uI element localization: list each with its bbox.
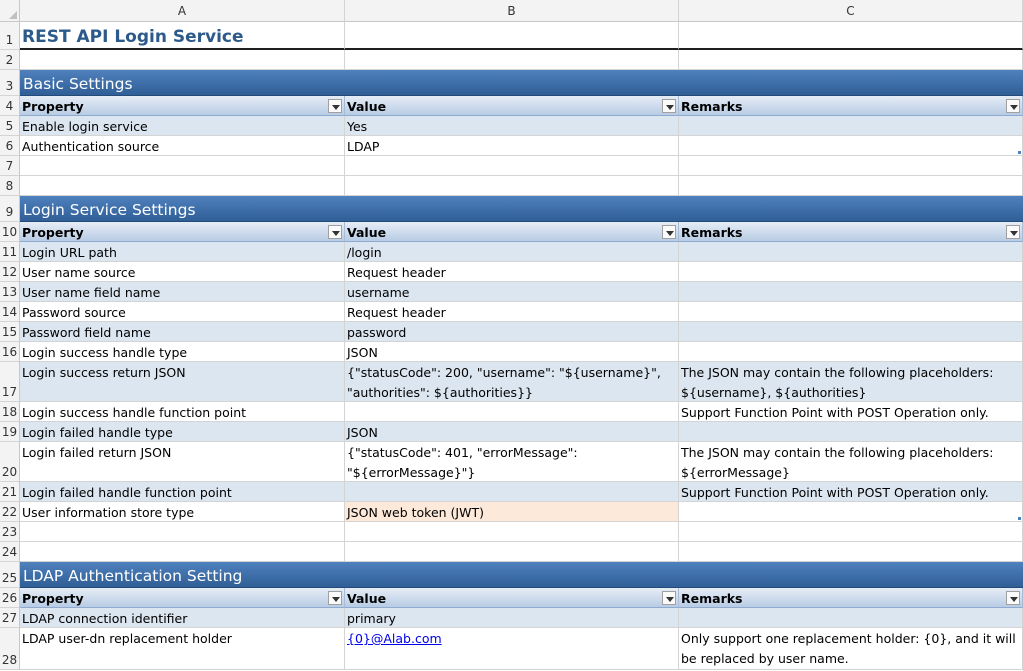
row-number[interactable]: 1 — [0, 22, 20, 50]
row-number[interactable]: 27 — [0, 608, 20, 628]
remarks-cell[interactable] — [679, 502, 1023, 522]
section-title: Login Service Settings — [20, 196, 1023, 222]
row-number[interactable]: 7 — [0, 156, 20, 176]
property-cell[interactable]: Login failed handle function point — [20, 482, 345, 502]
value-cell[interactable]: password — [345, 322, 679, 342]
filter-dropdown-icon[interactable] — [1006, 99, 1020, 113]
row-number[interactable]: 25 — [0, 562, 20, 588]
value-cell[interactable]: JSON — [345, 342, 679, 362]
empty-cell[interactable] — [345, 50, 679, 70]
row-24 — [0, 542, 1023, 562]
row-number[interactable]: 2 — [0, 50, 20, 70]
row-21 — [0, 482, 1023, 502]
row-4 — [0, 96, 1023, 116]
remarks-cell[interactable]: Support Function Point with POST Operation only. — [679, 402, 1023, 422]
remarks-cell[interactable] — [679, 422, 1023, 442]
row-15 — [0, 322, 1023, 342]
header-label: Value — [347, 99, 387, 114]
cell-c[interactable] — [679, 22, 1023, 50]
section-title: LDAP Authentication Setting — [20, 562, 1023, 588]
row-number[interactable]: 13 — [0, 282, 20, 302]
row-7 — [0, 156, 1023, 176]
remarks-cell[interactable] — [679, 242, 1023, 262]
header-b[interactable] — [345, 222, 679, 242]
row-number[interactable]: 21 — [0, 482, 20, 502]
empty-cell[interactable] — [20, 542, 345, 562]
row-25 — [0, 562, 1023, 588]
property-cell[interactable]: Password field name — [20, 322, 345, 342]
select-all-corner[interactable] — [0, 0, 20, 22]
property-cell[interactable]: Authentication source — [20, 136, 345, 156]
remarks-cell[interactable]: Only support one replacement holder: {0}, and it will be replaced by user name. — [679, 628, 1023, 670]
row-26 — [0, 588, 1023, 608]
value-cell[interactable] — [345, 482, 679, 502]
empty-cell[interactable] — [345, 522, 679, 542]
value-cell[interactable]: LDAP — [345, 136, 679, 156]
column-header-b[interactable]: B — [345, 0, 679, 22]
header-c[interactable] — [679, 222, 1023, 242]
header-label: Remarks — [681, 591, 743, 606]
header-b[interactable] — [345, 588, 679, 608]
value-cell[interactable] — [345, 402, 679, 422]
row-8 — [0, 176, 1023, 196]
property-cell[interactable]: Login URL path — [20, 242, 345, 262]
value-cell[interactable]: username — [345, 282, 679, 302]
row-number[interactable]: 20 — [0, 442, 20, 482]
property-cell[interactable]: Login success handle type — [20, 342, 345, 362]
filter-dropdown-icon[interactable] — [662, 225, 676, 239]
remarks-cell[interactable] — [679, 282, 1023, 302]
property-cell[interactable]: User information store type — [20, 502, 345, 522]
row-10 — [0, 222, 1023, 242]
empty-cell[interactable] — [20, 176, 345, 196]
property-cell[interactable]: Login failed return JSON — [20, 442, 345, 482]
row-number[interactable]: 12 — [0, 262, 20, 282]
row-28 — [0, 628, 1023, 670]
filter-dropdown-icon[interactable] — [662, 591, 676, 605]
property-cell[interactable]: LDAP user-dn replacement holder — [20, 628, 345, 670]
remarks-cell[interactable]: Support Function Point with POST Operation only. — [679, 482, 1023, 502]
header-c[interactable] — [679, 96, 1023, 116]
row-18 — [0, 402, 1023, 422]
header-label: Property — [22, 225, 84, 240]
column-header-a[interactable]: A — [20, 0, 345, 22]
row-17 — [0, 362, 1023, 402]
row-number[interactable]: 10 — [0, 222, 20, 242]
empty-cell[interactable] — [679, 50, 1023, 70]
row-6 — [0, 136, 1023, 156]
remarks-cell[interactable] — [679, 262, 1023, 282]
row-number[interactable]: 3 — [0, 70, 20, 96]
empty-cell[interactable] — [345, 542, 679, 562]
remarks-cell[interactable] — [679, 322, 1023, 342]
empty-cell[interactable] — [345, 176, 679, 196]
row-number[interactable]: 11 — [0, 242, 20, 262]
row-9 — [0, 196, 1023, 222]
row-number[interactable]: 5 — [0, 116, 20, 136]
value-cell[interactable]: Request header — [345, 262, 679, 282]
header-c[interactable] — [679, 588, 1023, 608]
value-cell[interactable]: JSON web token (JWT) — [345, 502, 679, 522]
section-title: Basic Settings — [20, 70, 1023, 96]
row-20 — [0, 442, 1023, 482]
row-number[interactable]: 22 — [0, 502, 20, 522]
page-title[interactable]: REST API Login Service — [20, 22, 345, 50]
row-1 — [0, 22, 1023, 50]
header-label: Remarks — [681, 99, 743, 114]
row-22 — [0, 502, 1023, 522]
filter-dropdown-icon[interactable] — [662, 99, 676, 113]
property-cell[interactable]: User name field name — [20, 282, 345, 302]
remarks-cell[interactable]: The JSON may contain the following placeholders: ${username}, ${authorities} — [679, 362, 1023, 402]
row-19 — [0, 422, 1023, 442]
property-cell[interactable]: Enable login service — [20, 116, 345, 136]
row-number[interactable]: 28 — [0, 628, 20, 670]
value-cell[interactable] — [345, 628, 679, 670]
row-14 — [0, 302, 1023, 322]
header-b[interactable] — [345, 96, 679, 116]
empty-cell[interactable] — [679, 176, 1023, 196]
row-12 — [0, 262, 1023, 282]
row-number[interactable]: 24 — [0, 542, 20, 562]
row-number[interactable]: 19 — [0, 422, 20, 442]
row-number[interactable]: 15 — [0, 322, 20, 342]
remarks-cell[interactable]: The JSON may contain the following placeholders: ${errorMessage} — [679, 442, 1023, 482]
row-16 — [0, 342, 1023, 362]
row-number[interactable]: 9 — [0, 196, 20, 222]
remarks-cell[interactable] — [679, 136, 1023, 156]
value-cell[interactable]: Yes — [345, 116, 679, 136]
remarks-cell[interactable] — [679, 342, 1023, 362]
filter-dropdown-icon[interactable] — [328, 99, 342, 113]
value-cell[interactable]: primary — [345, 608, 679, 628]
row-number[interactable]: 17 — [0, 362, 20, 402]
header-a[interactable] — [20, 96, 345, 116]
header-label: Property — [22, 591, 84, 606]
value-cell[interactable]: {"statusCode": 200, "username": "${username}", "authorities": ${authorities}} — [345, 362, 679, 402]
empty-cell[interactable] — [679, 522, 1023, 542]
row-number[interactable]: 16 — [0, 342, 20, 362]
row-number[interactable]: 26 — [0, 588, 20, 608]
row-number[interactable]: 4 — [0, 96, 20, 116]
property-cell[interactable]: Login success handle function point — [20, 402, 345, 422]
empty-cell[interactable] — [20, 156, 345, 176]
header-label: Property — [22, 99, 84, 114]
column-header-c[interactable]: C — [679, 0, 1023, 22]
row-23 — [0, 522, 1023, 542]
remarks-cell[interactable] — [679, 116, 1023, 136]
empty-cell[interactable] — [679, 542, 1023, 562]
row-number[interactable]: 23 — [0, 522, 20, 542]
empty-cell[interactable] — [20, 50, 345, 70]
row-number[interactable]: 8 — [0, 176, 20, 196]
header-a[interactable] — [20, 588, 345, 608]
row-3 — [0, 70, 1023, 96]
empty-cell[interactable] — [345, 156, 679, 176]
property-cell[interactable]: Login failed handle type — [20, 422, 345, 442]
property-cell[interactable]: User name source — [20, 262, 345, 282]
filter-dropdown-icon[interactable] — [1006, 591, 1020, 605]
header-label: Value — [347, 225, 387, 240]
row-number[interactable]: 18 — [0, 402, 20, 422]
empty-cell[interactable] — [679, 156, 1023, 176]
property-cell[interactable]: Password source — [20, 302, 345, 322]
remarks-cell[interactable] — [679, 302, 1023, 322]
row-number[interactable]: 14 — [0, 302, 20, 322]
empty-cell[interactable] — [20, 522, 345, 542]
filter-dropdown-icon[interactable] — [328, 225, 342, 239]
row-13 — [0, 282, 1023, 302]
row-11 — [0, 242, 1023, 262]
remarks-cell[interactable] — [679, 608, 1023, 628]
property-cell[interactable]: LDAP connection identifier — [20, 608, 345, 628]
value-cell[interactable]: /login — [345, 242, 679, 262]
row-5 — [0, 116, 1023, 136]
header-label: Value — [347, 591, 387, 606]
value-link[interactable]: {0}@Alab.com — [347, 631, 442, 646]
header-label: Remarks — [681, 225, 743, 240]
filter-dropdown-icon[interactable] — [1006, 225, 1020, 239]
value-cell[interactable]: {"statusCode": 401, "errorMessage": "${errorMessage}"} — [345, 442, 679, 482]
cell-b[interactable] — [345, 22, 679, 50]
row-2 — [0, 50, 1023, 70]
value-cell[interactable]: JSON — [345, 422, 679, 442]
property-cell[interactable]: Login success return JSON — [20, 362, 345, 402]
header-a[interactable] — [20, 222, 345, 242]
value-cell[interactable]: Request header — [345, 302, 679, 322]
row-27 — [0, 608, 1023, 628]
filter-dropdown-icon[interactable] — [328, 591, 342, 605]
row-number[interactable]: 6 — [0, 136, 20, 156]
